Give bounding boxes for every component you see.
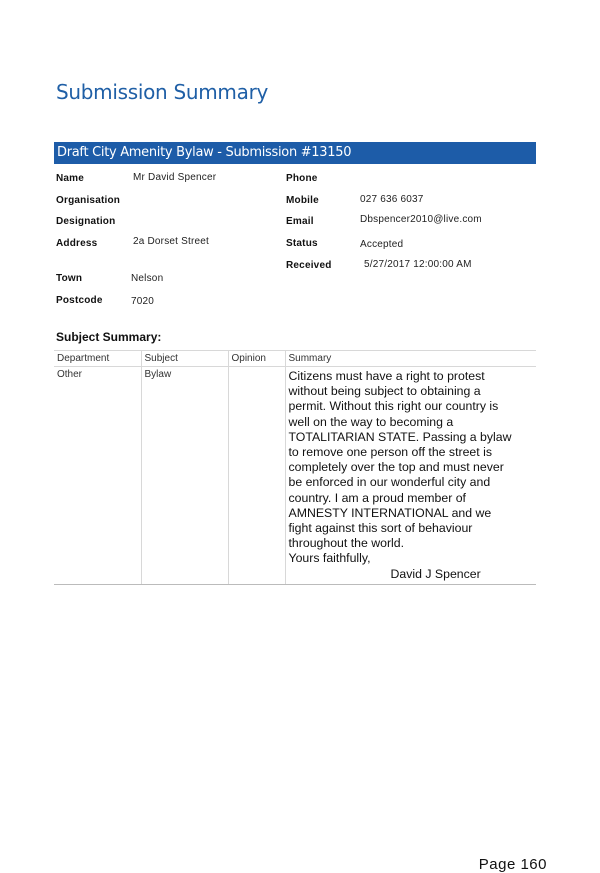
name-label: Name	[56, 173, 85, 184]
mobile-value: 027 636 6037	[360, 194, 424, 205]
opinion-header: Opinion	[228, 351, 285, 367]
postcode-label: Postcode	[56, 295, 103, 306]
page-number: Page 160	[478, 856, 547, 873]
email-value[interactable]: Dbspencer2010@live.com	[360, 214, 482, 225]
postcode-value: 7020	[131, 296, 155, 307]
department-header: Department	[54, 351, 141, 367]
address-label: Address	[56, 238, 98, 249]
designation-label: Designation	[56, 216, 116, 227]
department-cell: Other	[54, 367, 141, 585]
status-label: Status	[286, 238, 318, 249]
phone-label: Phone	[286, 173, 318, 184]
email-label: Email	[286, 216, 314, 227]
subject-header: Subject	[141, 351, 228, 367]
status-value: Accepted	[360, 239, 404, 250]
mobile-label: Mobile	[286, 195, 319, 206]
table-row	[54, 367, 536, 585]
received-value: 5/27/2017 12:00:00 AM	[364, 259, 472, 270]
summary-header: Summary	[285, 351, 536, 367]
signature: David J Spencer	[390, 566, 481, 581]
address-value: 2a Dorset Street	[133, 236, 210, 247]
received-label: Received	[286, 260, 332, 271]
subject-cell: Bylaw	[141, 367, 228, 585]
name-value: Mr David Spencer	[133, 172, 217, 183]
page-title: Submission Summary	[56, 80, 269, 104]
town-value: Nelson	[131, 273, 164, 284]
submission-banner: Draft City Amenity Bylaw - Submission #13150	[54, 142, 536, 164]
opinion-cell	[228, 367, 285, 585]
organisation-label: Organisation	[56, 195, 121, 206]
summary-text: Citizens must have a right to protest without being subject to obtaining a permit. Without this right our country is well on the way to becoming a TOTALITARIAN STATE. Passing a bylaw to remove one person off the street is completely over the top and must never be enforced in our wonderful city and country. I am a proud member of AMNESTY INTERNATIONAL and we fight against this sort of behaviour throughout the world. Yours faithfully,	[288, 369, 512, 566]
town-label: Town	[56, 273, 83, 284]
subject-summary-title: Subject Summary:	[56, 330, 162, 344]
subject-summary-table	[54, 350, 536, 585]
table-header-row	[54, 351, 536, 367]
summary-cell	[285, 367, 536, 585]
